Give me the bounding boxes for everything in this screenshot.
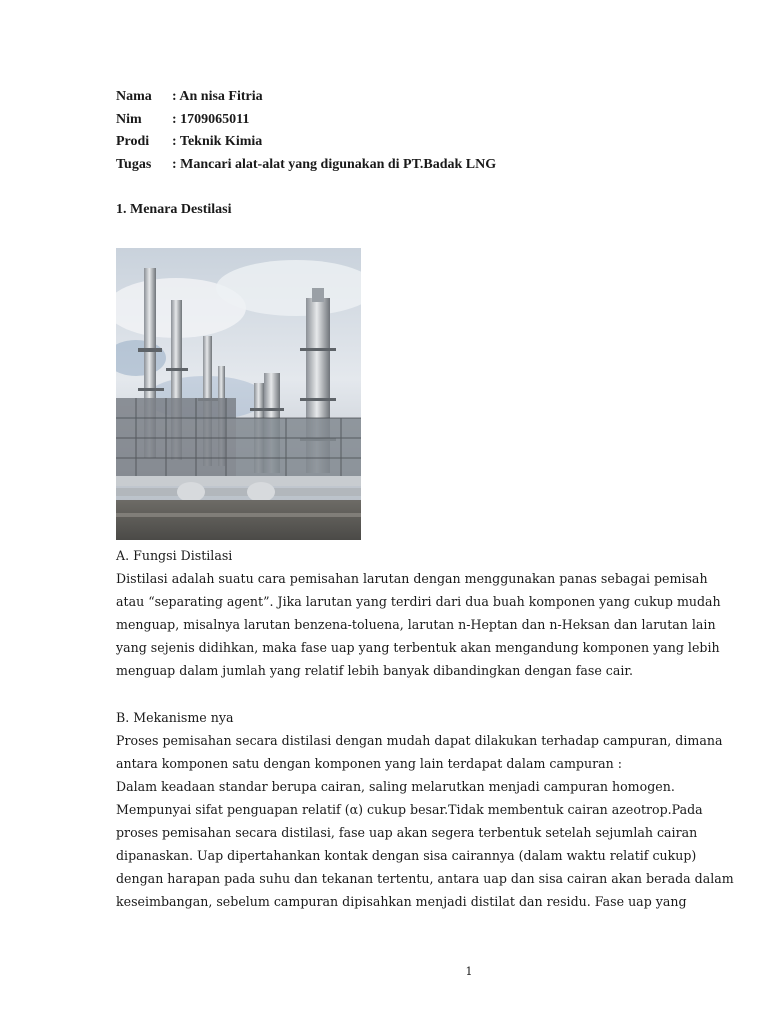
paragraph-line: dengan harapan pada suhu dan tekanan tertentu, antara uap dan sisa cairan akan berada dalam (116, 871, 734, 886)
info-value: : Teknik Kimia (172, 134, 263, 149)
info-row-prodi (116, 131, 496, 154)
paragraph-line: menguap dalam jumlah yang relatif lebih banyak dibandingkan dengan fase cair. (116, 663, 634, 678)
info-value: : 1709065011 (172, 111, 250, 127)
info-value: : Mancari alat-alat yang digunakan di PT.Badak LNG (172, 156, 497, 172)
info-value: : An nisa Fitria (172, 89, 263, 104)
info-label: Nim (116, 111, 142, 127)
info-label: Tugas (116, 156, 152, 172)
subsection-b-title: B. Mekanisme nya (116, 710, 234, 725)
info-row-tugas (116, 154, 496, 177)
distillation-tower-photo (116, 248, 361, 540)
paragraph-line: Distilasi adalah suatu cara pemisahan larutan dengan menggunakan panas sebagai pemisah (116, 571, 708, 586)
info-row-nim (116, 109, 496, 132)
subsection-a-paragraph (116, 567, 721, 682)
page-number: 1 (465, 965, 473, 978)
info-row-nama (116, 86, 496, 109)
paragraph-line: dipanaskan. Uap dipertahankan kontak dengan sisa cairannya (dalam waktu relatif cukup) (116, 848, 697, 863)
paragraph-line: atau “separating agent”. Jika larutan yang terdiri dari dua buah komponen yang cukup mudah (116, 594, 721, 609)
info-label: Nama (116, 89, 152, 104)
info-label: Prodi (116, 134, 150, 149)
subsection-b-paragraph (116, 729, 734, 913)
subsection-a-title: A. Fungsi Distilasi (116, 548, 233, 563)
paragraph-line: Dalam keadaan standar berupa cairan, saling melarutkan menjadi campuran homogen. (116, 779, 675, 794)
paragraph-line: Mempunyai sifat penguapan relatif (α) cukup besar.Tidak membentuk cairan azeotrop.Pada (116, 802, 703, 817)
paragraph-line: menguap, misalnya larutan benzena-toluena, larutan n-Heptan dan n-Heksan dan larutan lain (116, 617, 716, 632)
paragraph-line: proses pemisahan secara distilasi, fase uap akan segera terbentuk setelah sejumlah cairan (116, 825, 698, 840)
student-info (116, 86, 496, 176)
paragraph-line: keseimbangan, sebelum campuran dipisahkan menjadi distilat dan residu. Fase uap yang (116, 894, 687, 909)
paragraph-line: antara komponen satu dengan komponen yang lain terdapat dalam campuran : (116, 756, 622, 771)
paragraph-line: yang sejenis didihkan, maka fase uap yang terbentuk akan mengandung komponen yang lebih (116, 640, 720, 655)
section-heading: 1. Menara Destilasi (116, 202, 232, 217)
paragraph-line: Proses pemisahan secara distilasi dengan mudah dapat dilakukan terhadap campuran, dimana (116, 733, 723, 748)
